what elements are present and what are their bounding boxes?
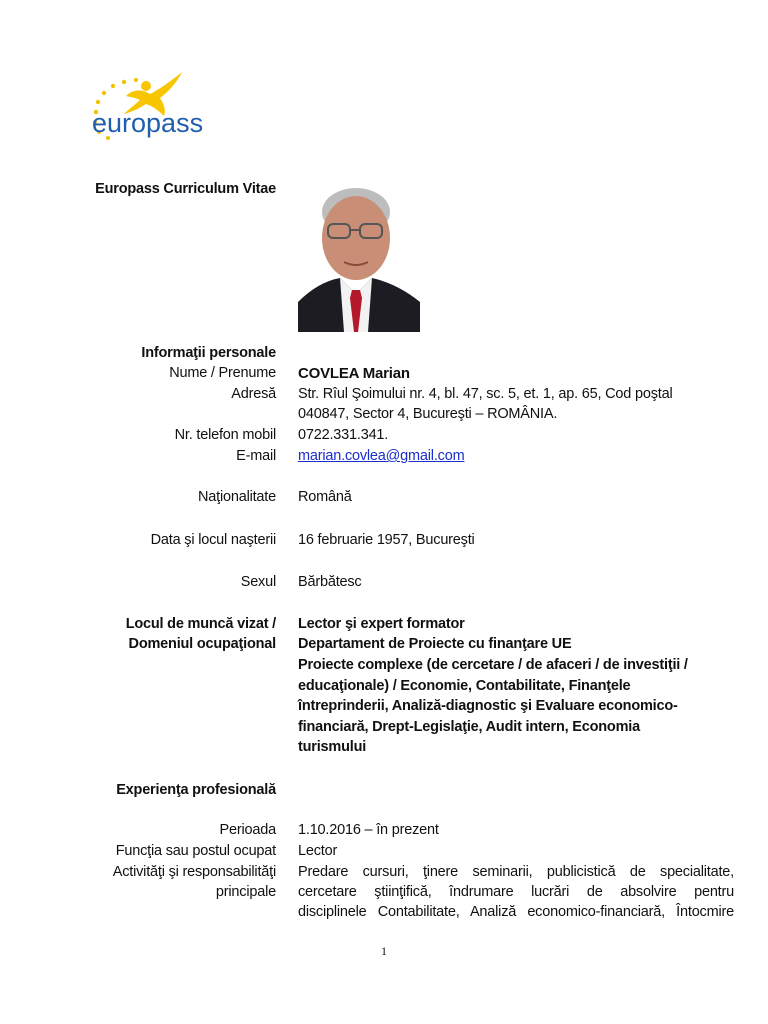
sex-label: Sexul xyxy=(240,574,276,590)
address-label: Adresă xyxy=(231,386,276,402)
function-value: Lector xyxy=(298,843,338,859)
logo-wordmark: europass xyxy=(92,108,204,138)
job-label-line-2: Domeniul ocupaţional xyxy=(128,636,276,652)
name-value: COVLEA Marian xyxy=(298,365,410,382)
europass-logo xyxy=(86,66,246,146)
job-line: turismului xyxy=(298,739,367,755)
sex-value: Bărbătesc xyxy=(298,574,362,590)
profile-photo xyxy=(298,178,420,332)
personal-info-heading: Informaţii personale xyxy=(141,345,276,361)
period-value: 1.10.2016 – în prezent xyxy=(298,822,439,838)
phone-value: 0722.331.341. xyxy=(298,427,389,443)
activities-line: cercetare ştiinţifică, îndrumare lucrări de absolvire pentru xyxy=(298,884,734,900)
activities-line: Predare cursuri, ţinere seminarii, publicistică de specialitate, xyxy=(298,864,734,880)
cv-title: Europass Curriculum Vitae xyxy=(95,181,276,197)
job-label-line-1: Locul de muncă vizat / xyxy=(125,616,276,632)
activities-label-line-1: Activităţi şi responsabilităţi xyxy=(112,864,276,880)
period-label: Perioada xyxy=(219,822,276,838)
address-line-1: Str. Rîul Şoimului nr. 4, bl. 47, sc. 5, et. 1, ap. 65, Cod poştal xyxy=(298,386,673,402)
job-line: Departament de Proiecte cu finanţare UE xyxy=(298,636,572,652)
birth-value: 16 februarie 1957, Bucureşti xyxy=(298,532,475,548)
job-line: Proiecte complexe (de cercetare / de afaceri / de investiţii / xyxy=(298,657,688,673)
nationality-value: Română xyxy=(298,489,352,505)
job-line: financiară, Drept-Legislaţie, Audit intern, Economia xyxy=(298,719,640,735)
job-line: Lector şi expert formator xyxy=(298,616,465,632)
nationality-label: Naţionalitate xyxy=(197,489,276,505)
email-label: E-mail xyxy=(236,448,276,464)
experience-heading: Experienţa profesională xyxy=(116,782,276,798)
birth-label: Data şi locul naşterii xyxy=(150,532,276,548)
activities-line: disciplinele Contabilitate, Analiză economico-financiară, Întocmire xyxy=(298,904,734,920)
name-label: Nume / Prenume xyxy=(169,365,276,381)
phone-label: Nr. telefon mobil xyxy=(174,427,276,443)
function-label: Funcţia sau postul ocupat xyxy=(115,843,276,859)
page-number: 1 xyxy=(381,944,387,958)
job-line: educaţionale) / Economie, Contabilitate, Finanţele xyxy=(298,678,631,694)
email-link[interactable]: marian.covlea@gmail.com xyxy=(298,448,465,464)
job-line: întreprinderii, Analiză-diagnostic şi Evaluare economico- xyxy=(298,698,678,714)
activities-label-line-2: principale xyxy=(215,884,276,900)
address-line-2: 040847, Sector 4, Bucureşti – ROMÂNIA. xyxy=(298,406,558,422)
